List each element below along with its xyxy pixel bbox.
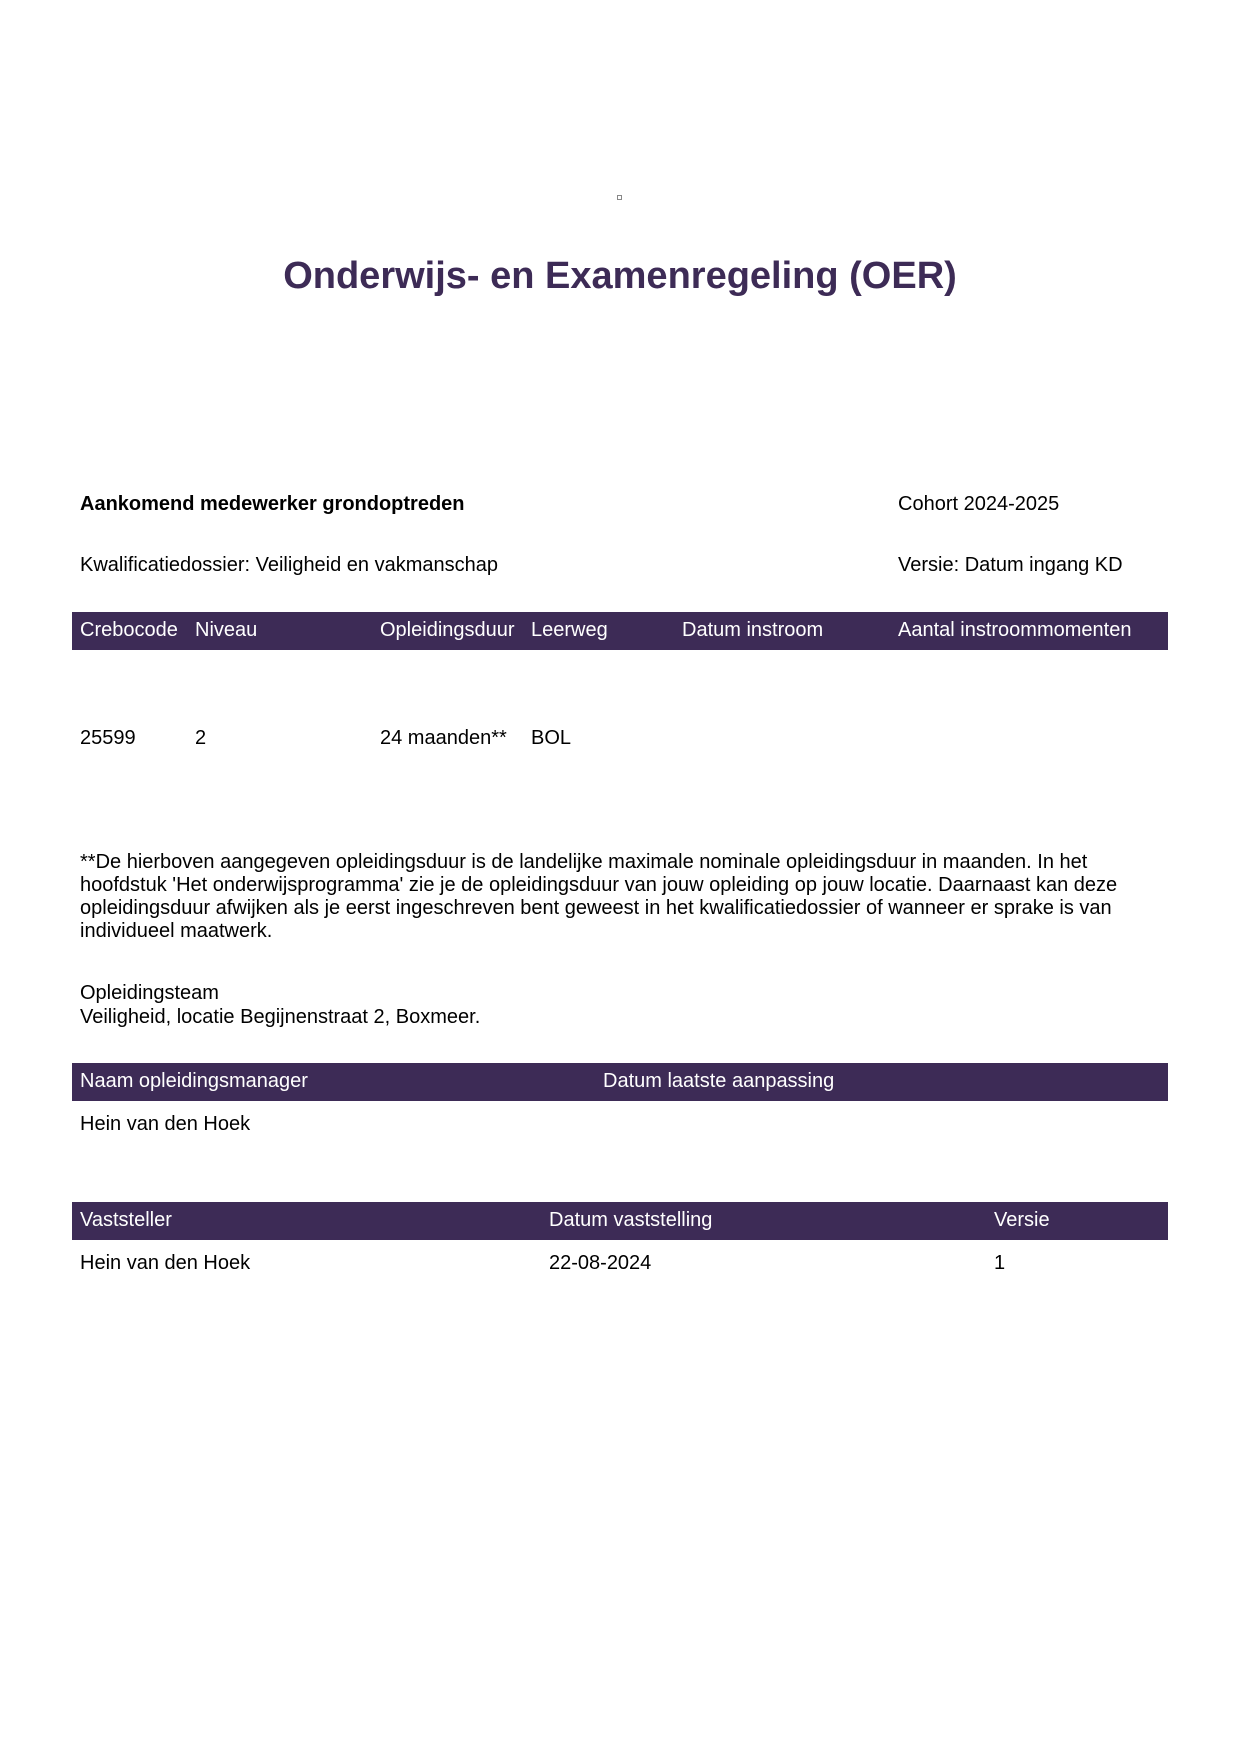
header-naam-opleidingsmanager: Naam opleidingsmanager	[80, 1070, 308, 1092]
cell-leerweg: BOL	[531, 727, 572, 749]
cohort: Cohort 2024-2025	[898, 493, 1060, 515]
header-vaststeller: Vaststeller	[80, 1209, 172, 1231]
header-leerweg: Leerweg	[531, 619, 608, 641]
logo-placeholder-icon	[617, 195, 622, 200]
page-title: Onderwijs- en Examenregeling (OER)	[283, 255, 957, 297]
cell-vaststeller: Hein van den Hoek	[80, 1252, 251, 1274]
header-datum-vaststelling: Datum vaststelling	[549, 1209, 713, 1231]
footnote: **De hierboven aangegeven opleidingsduur is de landelijke maximale nominale opleidingsduur in maanden. In het hoofdstuk 'Het onderwijsprogramma' zie je de opleidingsduur van jouw opleiding op jouw locatie. Daarnaast kan deze opleidingsduur afwijken als je eerst ingeschreven bent geweest in het kwalificatiedossier of wanneer er sprake is van individueel maatwerk.	[80, 851, 1118, 942]
header-opleidingsduur: Opleidingsduur	[380, 619, 515, 641]
header-versie: Versie	[994, 1209, 1050, 1231]
manager-table-header	[72, 1063, 1168, 1101]
qualification-file: Kwalificatiedossier: Veiligheid en vakmanschap	[80, 554, 499, 576]
version-label: Versie: Datum ingang KD	[898, 554, 1123, 576]
header-crebocode: Crebocode	[80, 619, 178, 641]
cell-opleidingsduur: 24 maanden**	[380, 727, 507, 749]
cell-crebocode: 25599	[80, 727, 136, 749]
team-location: Veiligheid, locatie Begijnenstraat 2, Boxmeer.	[80, 1006, 481, 1028]
cell-datum-vaststelling: 22-08-2024	[549, 1252, 652, 1274]
header-niveau: Niveau	[195, 619, 258, 641]
approval-table-row	[72, 1252, 1168, 1276]
approval-table-header	[72, 1202, 1168, 1240]
header-aantal-instroommomenten: Aantal instroommomenten	[898, 619, 1132, 641]
header-datum-instroom: Datum instroom	[682, 619, 824, 641]
header-datum-laatste-aanpassing: Datum laatste aanpassing	[603, 1070, 835, 1092]
program-table-row	[72, 727, 1168, 751]
program-table-header	[72, 612, 1168, 650]
team-label: Opleidingsteam	[80, 982, 219, 1004]
program-name: Aankomend medewerker grondoptreden	[80, 493, 465, 515]
manager-name: Hein van den Hoek	[80, 1113, 251, 1135]
cell-versie: 1	[994, 1252, 1006, 1274]
cell-niveau: 2	[195, 727, 207, 749]
